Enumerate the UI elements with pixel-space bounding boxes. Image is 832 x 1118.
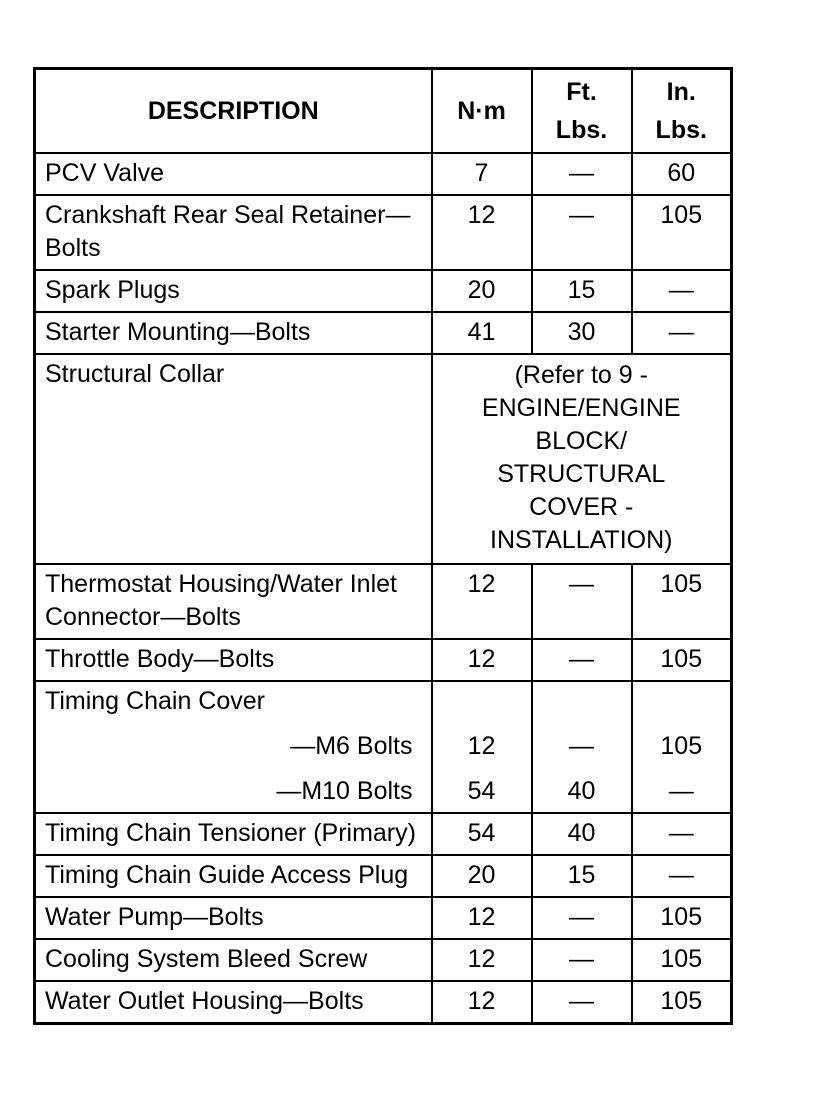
row-nm-value: 12 — [432, 195, 532, 270]
row-ft-lbs-value: — — [532, 564, 632, 639]
sub-item-in-lbs-value: 105 — [660, 732, 703, 760]
sub-item-in-lbs-value: — — [668, 777, 694, 805]
row-ft-lbs-value: — — [532, 939, 632, 981]
row-description: Timing Chain Guide Access Plug — [35, 855, 432, 897]
in-lbs-header-line-2: Lbs. — [655, 116, 707, 144]
table-row — [35, 939, 732, 981]
table-row — [35, 855, 732, 897]
row-description: Water Outlet Housing—Bolts — [35, 981, 432, 1024]
sub-item-nm-value: 54 — [467, 777, 496, 805]
torque-specification-table — [33, 67, 733, 1025]
table-header-row — [35, 69, 732, 154]
row-in-lbs-value: 105 — [632, 939, 732, 981]
table-row — [35, 270, 732, 312]
ft-lbs-header-line-1: Ft. — [566, 78, 597, 106]
row-nm-value: 12 — [432, 639, 532, 681]
row-ft-lbs-value: — — [532, 195, 632, 270]
nm-column-header: N·m — [432, 69, 532, 154]
row-in-lbs-value: 105 — [632, 564, 732, 639]
row-in-lbs-value: — — [632, 312, 732, 354]
refer-note — [432, 354, 732, 564]
in-lbs-column-header — [632, 69, 732, 154]
in-lbs-header-line-1: In. — [666, 78, 696, 106]
row-in-lbs-value: — — [632, 813, 732, 855]
row-nm-value: 20 — [432, 855, 532, 897]
row-nm-value: 41 — [432, 312, 532, 354]
row-ft-lbs-value: 40 — [532, 813, 632, 855]
row-in-lbs-value: — — [632, 270, 732, 312]
table-row — [35, 153, 732, 195]
row-description: Structural Collar — [35, 354, 432, 564]
row-in-lbs-value: 105 — [632, 981, 732, 1024]
row-ft-lbs-value: 30 — [532, 312, 632, 354]
row-in-lbs-value: 105 — [632, 897, 732, 939]
row-ft-lbs-value: 15 — [532, 270, 632, 312]
sub-item-ft-lbs-value: — — [569, 732, 594, 760]
row-description: Throttle Body—Bolts — [35, 639, 432, 681]
row-description: Water Pump—Bolts — [35, 897, 432, 939]
row-nm-value: 54 — [432, 813, 532, 855]
row-description: Crankshaft Rear Seal Retainer—Bolts — [35, 195, 432, 270]
table-row — [35, 639, 732, 681]
table-row — [35, 195, 732, 270]
refer-note-text: (Refer to 9 - ENGINE/ENGINE BLOCK/ STRUCTURAL COVER - INSTALLATION) — [481, 361, 681, 554]
table-row — [35, 813, 732, 855]
table-row — [35, 564, 732, 639]
row-nm-value: 20 — [432, 270, 532, 312]
row-ft-lbs-value: — — [532, 981, 632, 1024]
row-in-lbs-value: — — [632, 855, 732, 897]
row-ft-lbs-value: 15 — [532, 855, 632, 897]
description-column-header: DESCRIPTION — [35, 69, 432, 154]
row-ft-lbs-value: — — [532, 153, 632, 195]
sub-item-ft-lbs-value: 40 — [567, 777, 596, 805]
ft-lbs-header-line-2: Lbs. — [555, 116, 608, 144]
row-nm-value: 12 — [432, 564, 532, 639]
row-description: Thermostat Housing/Water Inlet Connector—Bolts — [35, 564, 432, 639]
table-row — [35, 354, 732, 564]
row-description: Cooling System Bleed Screw — [35, 939, 432, 981]
ft-lbs-column-header — [532, 69, 632, 154]
row-in-lbs-value: 105 — [632, 195, 732, 270]
row-ft-lbs-values — [532, 681, 632, 813]
row-nm-values — [432, 681, 532, 813]
row-description: Starter Mounting—Bolts — [35, 312, 432, 354]
row-description: Timing Chain Tensioner (Primary) — [35, 813, 432, 855]
table-row — [35, 981, 732, 1024]
table-row — [35, 897, 732, 939]
row-description: Spark Plugs — [35, 270, 432, 312]
row-description-group — [35, 681, 432, 813]
table-row — [35, 312, 732, 354]
row-ft-lbs-value: — — [532, 897, 632, 939]
row-description: Timing Chain Cover — [45, 687, 265, 715]
row-nm-value: 12 — [432, 981, 532, 1024]
table-row — [35, 681, 732, 813]
row-ft-lbs-value: — — [532, 639, 632, 681]
row-nm-value: 12 — [432, 939, 532, 981]
row-nm-value: 7 — [432, 153, 532, 195]
sub-item-label: —M6 Bolts — [290, 732, 413, 760]
row-nm-value: 12 — [432, 897, 532, 939]
sub-item-nm-value: 12 — [467, 732, 496, 760]
row-in-lbs-value: 60 — [632, 153, 732, 195]
row-in-lbs-value: 105 — [632, 639, 732, 681]
sub-item-label: —M10 Bolts — [276, 777, 413, 805]
row-description: PCV Valve — [35, 153, 432, 195]
row-in-lbs-values — [632, 681, 732, 813]
